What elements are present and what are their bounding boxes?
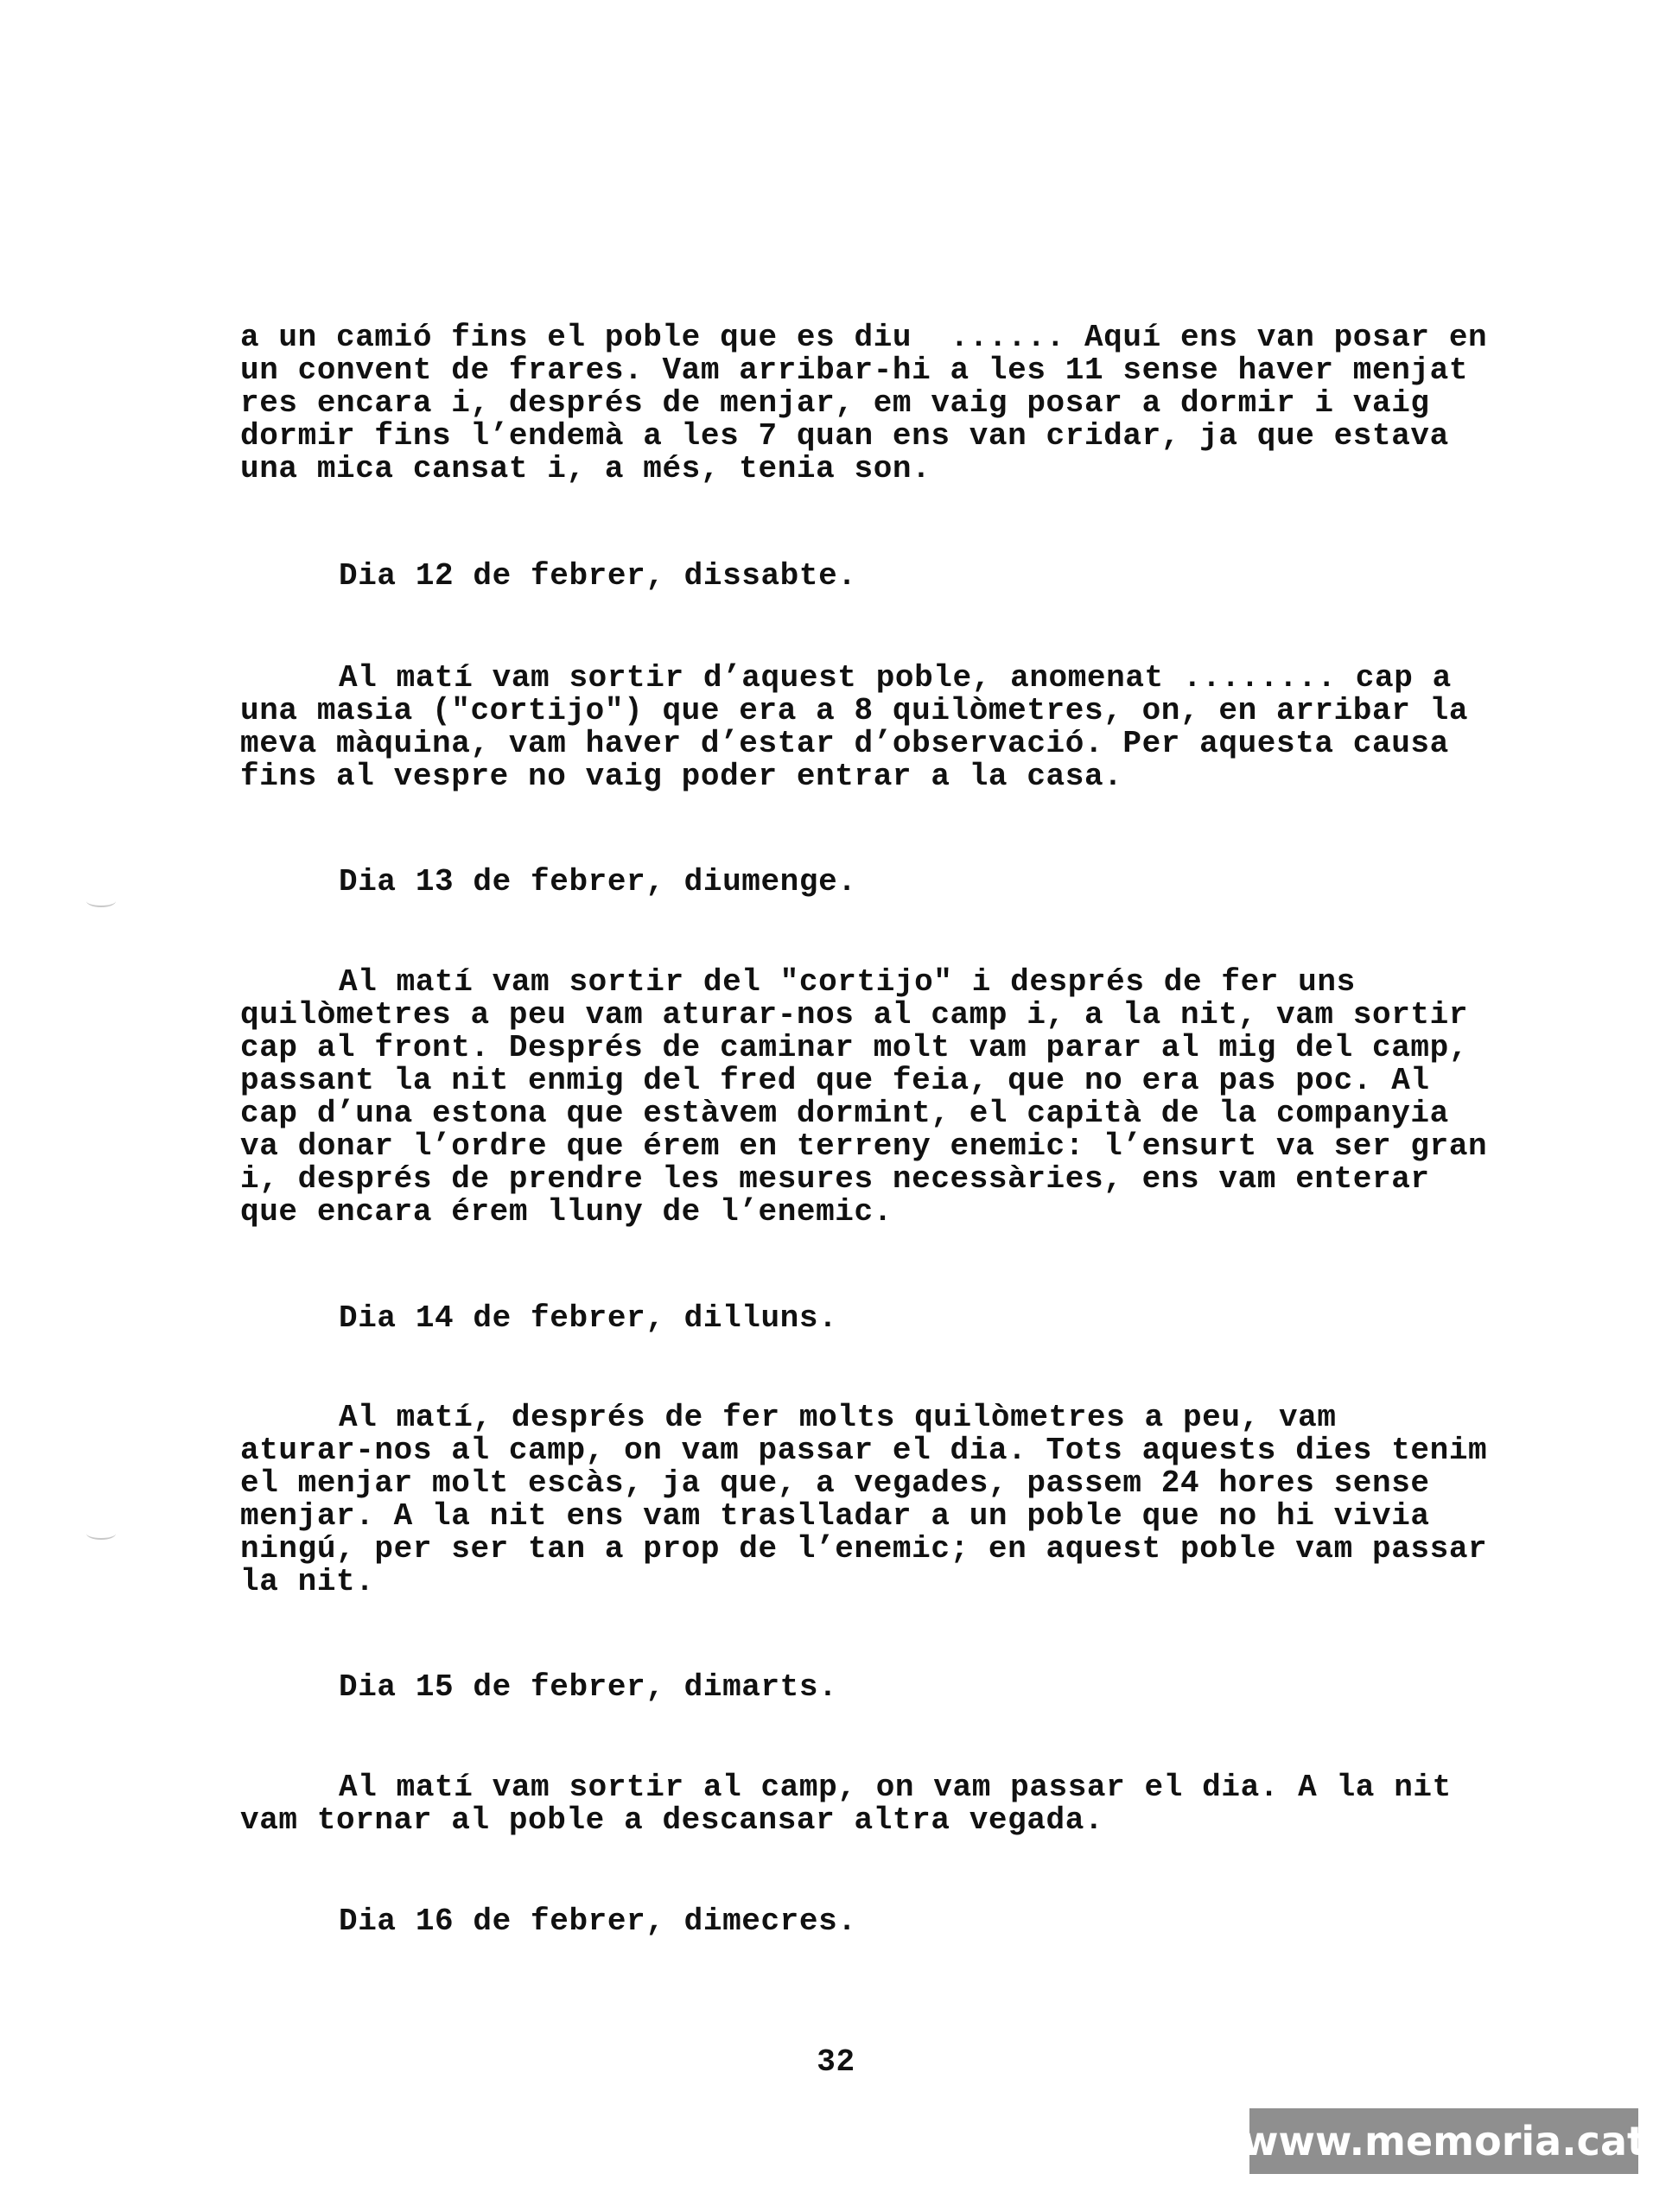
text-line: vam tornar al poble a descansar altra vegada. xyxy=(240,1802,1104,1838)
paragraph-4 xyxy=(240,1402,1571,1599)
text-line: el menjar molt escàs, ja que, a vegades, passem 24 hores sense xyxy=(240,1465,1430,1501)
text-line: Al matí vam sortir del "cortijo" i després de fer uns xyxy=(339,964,1356,1000)
scan-mark xyxy=(86,1528,116,1540)
text-line: que encara érem lluny de l’enemic. xyxy=(240,1194,893,1230)
text-line: cap d’una estona que estàvem dormint, el capità de la companyia xyxy=(240,1096,1449,1131)
scan-mark xyxy=(86,895,116,907)
text-line: ningú, per ser tan a prop de l’enemic; en aquest poble vam passar xyxy=(240,1531,1488,1567)
paragraph-5 xyxy=(240,1771,1571,1837)
text-line: aturar-nos al camp, on vam passar el dia. Tots aquests dies tenim xyxy=(240,1433,1488,1468)
text-line: quilòmetres a peu vam aturar-nos al camp i, a la nit, vam sortir xyxy=(240,997,1469,1033)
text-line: un convent de frares. Vam arribar-hi a les 11 sense haver menjat xyxy=(240,353,1469,388)
entry-heading: Dia 15 de febrer, dimarts. xyxy=(339,1669,838,1705)
text-line: una mica cansat i, a més, tenia son. xyxy=(240,451,931,486)
paragraph-2 xyxy=(240,662,1571,793)
text-line: menjar. A la nit ens vam traslladar a un poble que no hi vivia xyxy=(240,1498,1430,1534)
text-line: Al matí vam sortir al camp, on vam passar el dia. A la nit xyxy=(339,1770,1452,1805)
entry-heading: Dia 14 de febrer, dilluns. xyxy=(339,1300,838,1336)
text-line: a un camió fins el poble que es diu ...... Aquí ens van posar en xyxy=(240,320,1488,355)
text-line: Al matí, després de fer molts quilòmetres a peu, vam xyxy=(339,1400,1337,1435)
text-line: dormir fins l’endemà a les 7 quan ens van cridar, ja que estava xyxy=(240,418,1449,454)
text-line: meva màquina, vam haver d’estar d’observació. Per aquesta causa xyxy=(240,726,1449,761)
text-line: va donar l’ordre que érem en terreny enemic: l’ensurt va ser gran xyxy=(240,1128,1488,1164)
text-line: una masia ("cortijo") que era a 8 quilòmetres, on, en arribar la xyxy=(240,693,1469,728)
text-line: passant la nit enmig del fred que feia, que no era pas poc. Al xyxy=(240,1063,1430,1098)
text-line: cap al front. Després de caminar molt vam parar al mig del camp, xyxy=(240,1030,1469,1065)
watermark-logo[interactable]: www.memoria.cat xyxy=(1249,2108,1638,2174)
text-line: i, després de prendre les mesures necessàries, ens vam enterar xyxy=(240,1161,1430,1197)
text-line: Al matí vam sortir d’aquest poble, anomenat ........ cap a xyxy=(339,660,1452,696)
paragraph-3 xyxy=(240,966,1571,1229)
text-line: fins al vespre no vaig poder entrar a la casa. xyxy=(240,759,1123,794)
paragraph-1 xyxy=(240,321,1571,486)
text-line: la nit. xyxy=(240,1564,375,1599)
text-line: res encara i, després de menjar, em vaig posar a dormir i vaig xyxy=(240,385,1430,421)
entry-heading: Dia 13 de febrer, diumenge. xyxy=(339,864,857,899)
page-number: 32 xyxy=(817,2044,855,2080)
entry-heading: Dia 16 de febrer, dimecres. xyxy=(339,1904,857,1939)
entry-heading: Dia 12 de febrer, dissabte. xyxy=(339,558,857,594)
